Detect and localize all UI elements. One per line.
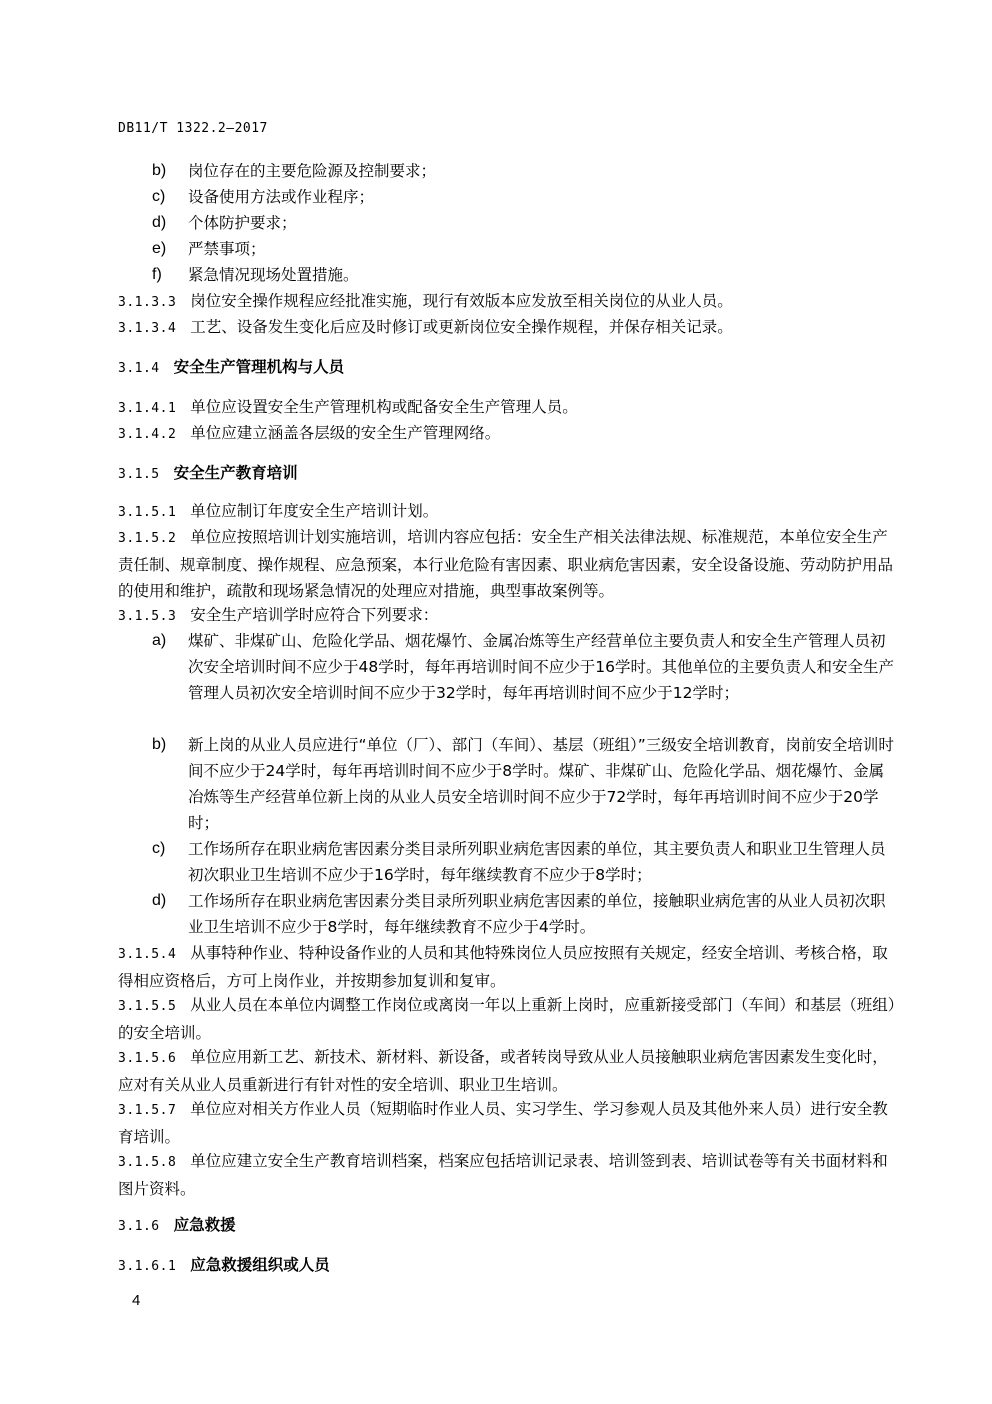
list-marker: e) xyxy=(152,240,167,257)
clause-number: 3.1.5.8 xyxy=(118,1155,177,1170)
clause-text: 从事特种作业、特种设备作业的人员和其他特殊岗位人员应按照有关规定，经安全培训、考核合格，取得相应资格后，方可上岗作业，并按期参加复训和复审。 xyxy=(118,944,888,990)
list-text: 工作场所存在职业病危害因素分类目录所列职业病危害因素的单位，其主要负责人和职业卫生管理人员初次职业卫生培训不应少于16学时，每年继续教育不应少于8学时； xyxy=(188,840,886,884)
clause-number: 3.1.5.2 xyxy=(118,531,177,546)
clause-text: 单位应用新工艺、新技术、新材料、新设备，或者转岗导致从业人员接触职业病危害因素发生变化时，应对有关从业人员重新进行有针对性的安全培训、职业卫生培训。 xyxy=(118,1048,888,1094)
list-text: 煤矿、非煤矿山、危险化学品、烟花爆竹、金属冶炼等生产经营单位主要负责人和安全生产管理人员初次安全培训时间不应少于48学时，每年再培训时间不应少于16学时。其他单位的主要负责人和安全生产管理人员初次安全培训时间不应少于32学时，每年再培训时间不应少于12学时； xyxy=(188,632,894,702)
clause-3-1-5-7 xyxy=(118,1096,898,1150)
clause-number: 3.1.5.6 xyxy=(118,1051,177,1066)
heading-text: 应急救援组织或人员 xyxy=(190,1256,330,1274)
heading-number: 3.1.4 xyxy=(118,361,160,376)
list-item xyxy=(152,732,898,836)
clause-text: 安全生产培训学时应符合下列要求： xyxy=(190,606,439,624)
list-marker: d) xyxy=(152,892,167,909)
heading-text: 安全生产教育培训 xyxy=(173,464,298,482)
heading-3-1-6-1 xyxy=(118,1252,898,1280)
standard-code: DB11/T 1322.2—2017 xyxy=(118,121,268,136)
list-item xyxy=(152,888,898,940)
list-item xyxy=(152,236,898,262)
heading-3-1-5 xyxy=(118,460,898,488)
list-text: 工作场所存在职业病危害因素分类目录所列职业病危害因素的单位，接触职业病危害的从业人员初次职业卫生培训不应少于8学时，每年继续教育不应少于4学时。 xyxy=(188,892,886,936)
list-item xyxy=(152,158,898,184)
list-item xyxy=(152,628,898,706)
list-item xyxy=(152,262,898,288)
list-marker: b) xyxy=(152,736,167,753)
clause-number: 3.1.5.1 xyxy=(118,505,177,520)
page-number: 4 xyxy=(132,1292,141,1309)
clause-number: 3.1.4.1 xyxy=(118,401,177,416)
list-marker: a) xyxy=(152,632,167,649)
list-text: 严禁事项； xyxy=(188,240,266,258)
clause-number: 3.1.5.7 xyxy=(118,1103,177,1118)
clause-3-1-5-1 xyxy=(118,498,898,526)
clause-3-1-5-4 xyxy=(118,940,898,994)
clause-3-1-4-2 xyxy=(118,420,898,448)
clause-text: 单位应制订年度安全生产培训计划。 xyxy=(190,502,439,520)
clause-number: 3.1.3.4 xyxy=(118,321,177,336)
clause-number: 3.1.3.3 xyxy=(118,295,177,310)
clause-3-1-5-3 xyxy=(118,602,898,630)
heading-3-1-6 xyxy=(118,1212,898,1240)
clause-number: 3.1.5.4 xyxy=(118,947,177,962)
clause-text: 工艺、设备发生变化后应及时修订或更新岗位安全操作规程，并保存相关记录。 xyxy=(190,318,733,336)
clause-3-1-3-4 xyxy=(118,314,898,342)
clause-text: 单位应对相关方作业人员（短期临时作业人员、实习学生、学习参观人员及其他外来人员）进行安全教育培训。 xyxy=(118,1100,888,1146)
clause-number: 3.1.4.2 xyxy=(118,427,177,442)
clause-text: 单位应建立安全生产教育培训档案，档案应包括培训记录表、培训签到表、培训试卷等有关书面材料和图片资料。 xyxy=(118,1152,888,1198)
clause-3-1-4-1 xyxy=(118,394,898,422)
clause-3-1-5-6 xyxy=(118,1044,898,1098)
list-text: 个体防护要求； xyxy=(188,214,297,232)
list-marker: c) xyxy=(152,188,166,205)
list-item xyxy=(152,210,898,236)
clause-text: 单位应按照培训计划实施培训，培训内容应包括：安全生产相关法律法规、标准规范，本单位安全生产责任制、规章制度、操作规程、应急预案，本行业危险有害因素、职业病危害因素，安全设备设施、劳动防护用品的使用和维护，疏散和现场紧急情况的处理应对措施，典型事故案例等。 xyxy=(118,528,894,600)
list-item xyxy=(152,836,898,888)
list-text: 设备使用方法或作业程序； xyxy=(188,188,375,206)
list-text: 紧急情况现场处置措施。 xyxy=(188,266,359,284)
clause-text: 从业人员在本单位内调整工作岗位或离岗一年以上重新上岗时，应重新接受部门（车间）和基层（班组）的安全培训。 xyxy=(118,996,896,1042)
heading-number: 3.1.5 xyxy=(118,467,160,482)
heading-3-1-4 xyxy=(118,354,898,382)
list-item xyxy=(152,184,898,210)
heading-number: 3.1.6.1 xyxy=(118,1259,177,1274)
list-marker: c) xyxy=(152,840,166,857)
list-text: 新上岗的从业人员应进行“单位（厂）、部门（车间）、基层（班组）”三级安全培训教育，岗前安全培训时间不应少于24学时，每年再培训时间不应少于8学时。煤矿、非煤矿山、危险化学品、烟花爆竹、金属冶炼等生产经营单位新上岗的从业人员安全培训时间不应少于72学时，每年再培训时间不应少于20学时； xyxy=(188,736,894,832)
clause-number: 3.1.5.5 xyxy=(118,999,177,1014)
heading-number: 3.1.6 xyxy=(118,1219,160,1234)
list-marker: d) xyxy=(152,214,167,231)
clause-3-1-5-2 xyxy=(118,524,898,604)
list-text: 岗位存在的主要危险源及控制要求； xyxy=(188,162,437,180)
clause-3-1-5-5 xyxy=(118,992,898,1046)
list-marker: b) xyxy=(152,162,167,179)
clause-3-1-3-3 xyxy=(118,288,898,316)
clause-text: 单位应设置安全生产管理机构或配备安全生产管理人员。 xyxy=(190,398,578,416)
list-marker: f) xyxy=(152,266,162,283)
clause-text: 单位应建立涵盖各层级的安全生产管理网络。 xyxy=(190,424,501,442)
clause-text: 岗位安全操作规程应经批准实施，现行有效版本应发放至相关岗位的从业人员。 xyxy=(190,292,733,310)
clause-3-1-5-8 xyxy=(118,1148,898,1202)
clause-number: 3.1.5.3 xyxy=(118,609,177,624)
heading-text: 应急救援 xyxy=(173,1216,236,1234)
heading-text: 安全生产管理机构与人员 xyxy=(173,358,345,376)
